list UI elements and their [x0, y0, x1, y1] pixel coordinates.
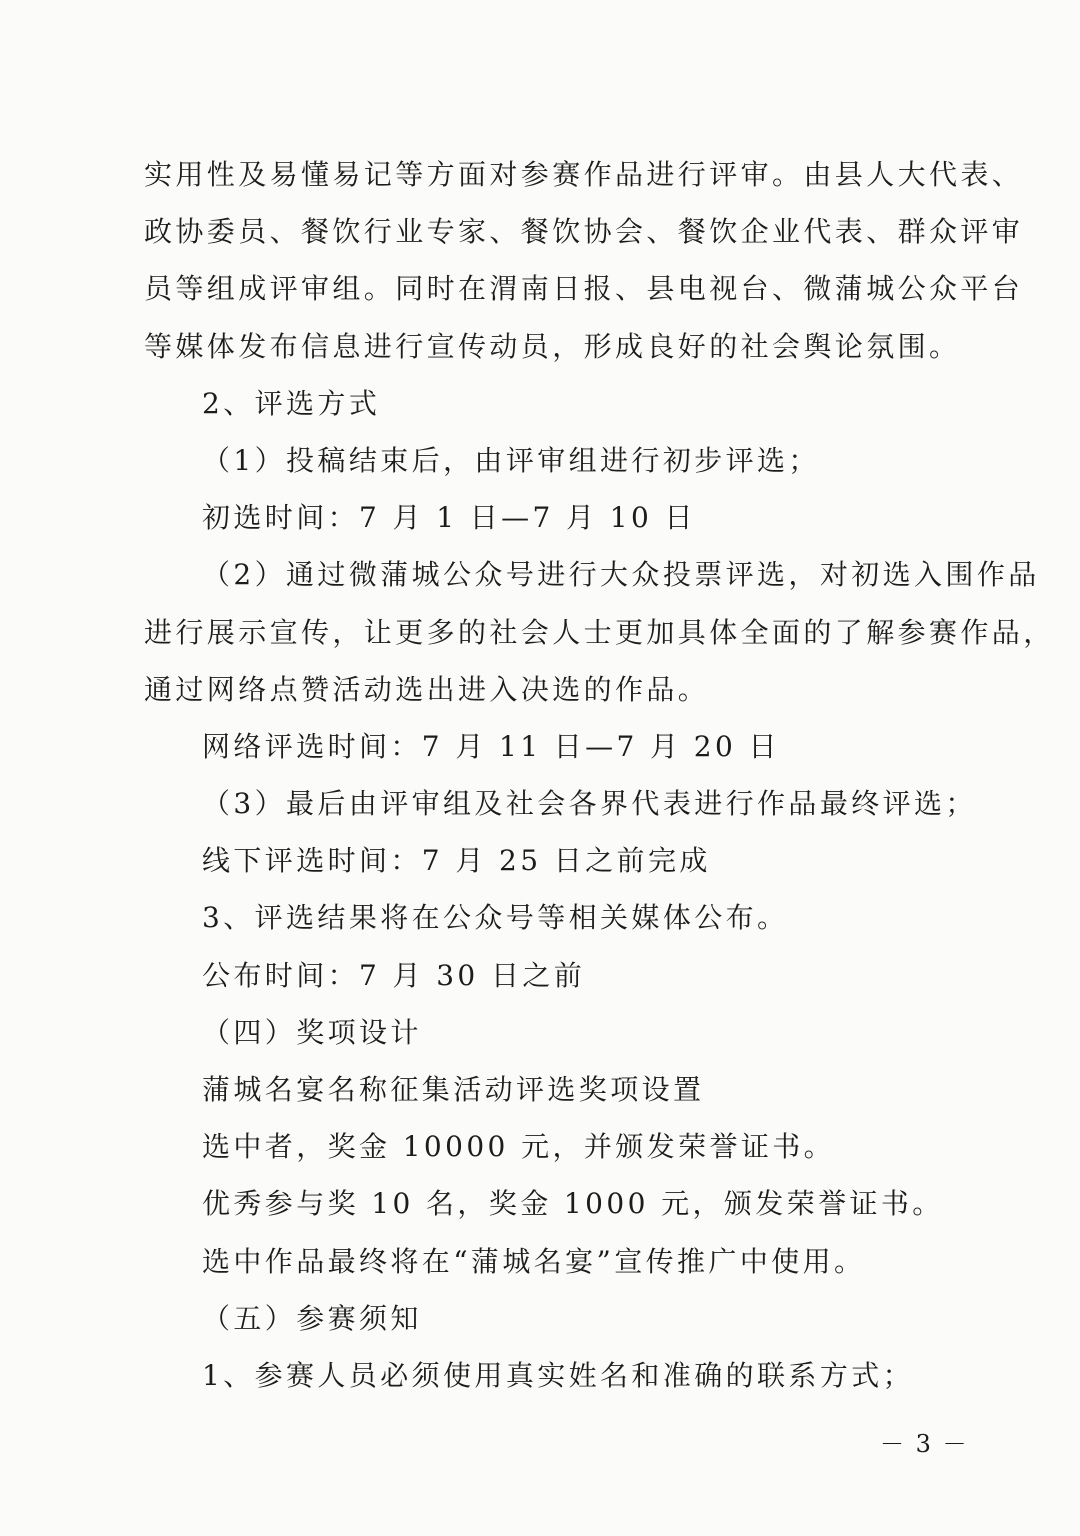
text-line-22: 1、参赛人员必须使用真实姓名和准确的联系方式；: [202, 1358, 915, 1392]
text-line-9: 进行展示宣传，让更多的社会人士更加具体全面的了解参赛作品，: [144, 615, 1055, 649]
text-line-4: 等媒体发布信息进行宣传动员，形成良好的社会舆论氛围。: [144, 329, 961, 363]
text-line-17: 蒲城名宴名称征集活动评选奖项设置: [202, 1073, 705, 1106]
section-heading-awards: （四）奖项设计: [202, 1015, 422, 1049]
text-line-2: 政协委员、餐饮行业专家、餐饮协会、餐饮企业代表、群众评审: [144, 215, 1024, 249]
text-line-14: 3、评选结果将在公众号等相关媒体公布。: [202, 901, 789, 935]
announcement-time: 公布时间：7 月 30 日之前: [202, 958, 586, 992]
online-selection-time: 网络评选时间：7 月 11 日—7 月 20 日: [202, 729, 780, 763]
text-line-12: （3）最后由评审组及社会各界代表进行作品最终评选；: [202, 787, 977, 821]
section-heading-selection-method: 2、评选方式: [202, 386, 381, 420]
text-line-19: 优秀参与奖 10 名，奖金 1000 元，颁发荣誉证书。: [202, 1187, 944, 1221]
text-line-8: （2）通过微蒲城公众号进行大众投票评选，对初选入围作品: [202, 558, 1040, 592]
section-heading-notice: （五）参赛须知: [202, 1301, 422, 1335]
page-number: － 3 －: [880, 1430, 969, 1458]
text-line-1: 实用性及易懂易记等方面对参赛作品进行评审。由县人大代表、: [144, 158, 1024, 191]
text-line-18: 选中者，奖金 10000 元，并颁发荣誉证书。: [202, 1130, 836, 1164]
document-body: [144, 146, 1055, 1404]
text-line-3: 员等组成评审组。同时在渭南日报、县电视台、微蒲城公众平台: [144, 272, 1024, 306]
preliminary-selection-time: 初选时间：7 月 1 日—7 月 10 日: [202, 501, 696, 535]
text-line-6: （1）投稿结束后，由评审组进行初步评选；: [202, 443, 820, 477]
offline-selection-time: 线下评选时间：7 月 25 日之前完成: [202, 844, 711, 878]
text-line-20: 选中作品最终将在“蒲城名宴”宣传推广中使用。: [202, 1244, 866, 1278]
text-line-10: 通过网络点赞活动选出进入决选的作品。: [144, 672, 710, 706]
